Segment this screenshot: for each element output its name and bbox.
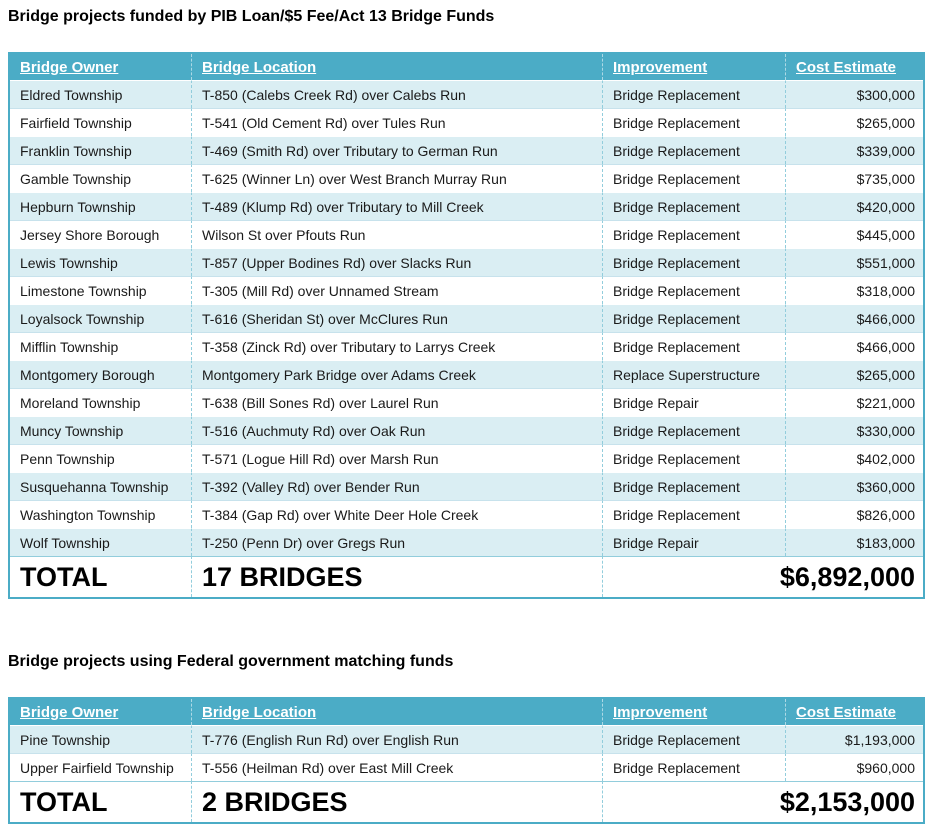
total-row (10, 781, 923, 822)
column-header-improvement: Improvement (602, 699, 785, 725)
cell-improvement: Bridge Replacement (602, 444, 785, 472)
cell-bridge-owner: Washington Township (10, 500, 191, 528)
cell-cost-estimate: $339,000 (785, 136, 923, 164)
cell-cost-estimate: $1,193,000 (785, 725, 923, 753)
cell-cost-estimate: $300,000 (785, 80, 923, 108)
table-row (10, 388, 923, 416)
cell-bridge-owner: Montgomery Borough (10, 360, 191, 388)
cell-cost-estimate: $466,000 (785, 332, 923, 360)
cell-cost-estimate: $360,000 (785, 472, 923, 500)
table-row (10, 108, 923, 136)
table-row (10, 753, 923, 781)
cell-improvement: Bridge Replacement (602, 500, 785, 528)
cell-bridge-owner: Fairfield Township (10, 108, 191, 136)
table-row (10, 444, 923, 472)
column-header-bridge-owner: Bridge Owner (20, 703, 119, 721)
cell-improvement: Bridge Replacement (602, 164, 785, 192)
cell-bridge-location: T-516 (Auchmuty Rd) over Oak Run (191, 416, 602, 444)
column-header-bridge-location: Bridge Location (191, 699, 602, 725)
table-row (10, 164, 923, 192)
cell-cost-estimate: $318,000 (785, 276, 923, 304)
cell-improvement: Bridge Repair (602, 388, 785, 416)
cell-cost-estimate: $402,000 (785, 444, 923, 472)
total-row (10, 556, 923, 597)
total-bridge-count: 2 BRIDGES (191, 781, 602, 822)
table-header-row (10, 699, 923, 725)
total-cost: $2,153,000 (602, 781, 923, 822)
cell-improvement: Bridge Replacement (602, 248, 785, 276)
cell-cost-estimate: $420,000 (785, 192, 923, 220)
cell-bridge-owner: Hepburn Township (10, 192, 191, 220)
cell-bridge-location: Montgomery Park Bridge over Adams Creek (191, 360, 602, 388)
column-header-cost-estimate: Cost Estimate (785, 699, 923, 725)
cell-improvement: Bridge Replacement (602, 725, 785, 753)
cell-improvement: Bridge Replacement (602, 472, 785, 500)
table-row (10, 220, 923, 248)
table-row (10, 725, 923, 753)
cell-improvement: Bridge Replacement (602, 416, 785, 444)
cell-cost-estimate: $265,000 (785, 108, 923, 136)
cell-improvement: Bridge Replacement (602, 220, 785, 248)
cell-improvement: Replace Superstructure (602, 360, 785, 388)
cell-bridge-location: T-616 (Sheridan St) over McClures Run (191, 304, 602, 332)
section-federal-match (0, 653, 932, 824)
cell-bridge-owner: Mifflin Township (10, 332, 191, 360)
total-cost: $6,892,000 (602, 556, 923, 597)
cell-bridge-owner: Limestone Township (10, 276, 191, 304)
cell-bridge-owner: Pine Township (10, 725, 191, 753)
cell-bridge-owner: Gamble Township (10, 164, 191, 192)
pib-funded-table (8, 52, 925, 599)
cell-improvement: Bridge Replacement (602, 753, 785, 781)
section-title-federal: Bridge projects using Federal government matching funds (8, 653, 454, 670)
cell-improvement: Bridge Replacement (602, 332, 785, 360)
cell-bridge-location: T-625 (Winner Ln) over West Branch Murray Run (191, 164, 602, 192)
cell-bridge-location: T-541 (Old Cement Rd) over Tules Run (191, 108, 602, 136)
column-header-cost-estimate: Cost Estimate (785, 54, 923, 80)
table-row (10, 360, 923, 388)
column-header-improvement: Improvement (602, 54, 785, 80)
total-label: TOTAL (10, 781, 191, 822)
cell-bridge-owner: Eldred Township (10, 80, 191, 108)
cell-improvement: Bridge Replacement (602, 108, 785, 136)
cell-cost-estimate: $330,000 (785, 416, 923, 444)
section-title-pib: Bridge projects funded by PIB Loan/$5 Fee/Act 13 Bridge Funds (8, 8, 495, 25)
cell-bridge-location: T-469 (Smith Rd) over Tributary to German Run (191, 136, 602, 164)
table-row (10, 192, 923, 220)
cell-cost-estimate: $551,000 (785, 248, 923, 276)
cell-bridge-owner: Lewis Township (10, 248, 191, 276)
cell-bridge-owner: Jersey Shore Borough (10, 220, 191, 248)
cell-bridge-location: T-358 (Zinck Rd) over Tributary to Larrys Creek (191, 332, 602, 360)
column-header-bridge-location: Bridge Location (191, 54, 602, 80)
cell-bridge-owner: Upper Fairfield Township (10, 753, 191, 781)
total-label: TOTAL (10, 556, 191, 597)
cell-cost-estimate: $221,000 (785, 388, 923, 416)
cell-bridge-location: T-850 (Calebs Creek Rd) over Calebs Run (191, 80, 602, 108)
cell-improvement: Bridge Replacement (602, 304, 785, 332)
table-row (10, 136, 923, 164)
table-row (10, 472, 923, 500)
cell-bridge-owner: Franklin Township (10, 136, 191, 164)
cell-cost-estimate: $183,000 (785, 528, 923, 556)
federal-match-table (8, 697, 925, 824)
cell-bridge-location: T-571 (Logue Hill Rd) over Marsh Run (191, 444, 602, 472)
table-row (10, 500, 923, 528)
cell-bridge-location: T-556 (Heilman Rd) over East Mill Creek (191, 753, 602, 781)
cell-bridge-location: T-857 (Upper Bodines Rd) over Slacks Run (191, 248, 602, 276)
table-row (10, 528, 923, 556)
table-row (10, 276, 923, 304)
cell-bridge-location: T-638 (Bill Sones Rd) over Laurel Run (191, 388, 602, 416)
cell-bridge-location: T-384 (Gap Rd) over White Deer Hole Creek (191, 500, 602, 528)
cell-bridge-location: T-489 (Klump Rd) over Tributary to Mill Creek (191, 192, 602, 220)
cell-cost-estimate: $265,000 (785, 360, 923, 388)
table-row (10, 304, 923, 332)
cell-improvement: Bridge Replacement (602, 136, 785, 164)
cell-bridge-location: T-776 (English Run Rd) over English Run (191, 725, 602, 753)
cell-bridge-owner: Loyalsock Township (10, 304, 191, 332)
table-row (10, 416, 923, 444)
table-header-row (10, 54, 923, 80)
cell-improvement: Bridge Replacement (602, 276, 785, 304)
cell-cost-estimate: $826,000 (785, 500, 923, 528)
total-bridge-count: 17 BRIDGES (191, 556, 602, 597)
cell-bridge-owner: Wolf Township (10, 528, 191, 556)
cell-bridge-location: T-392 (Valley Rd) over Bender Run (191, 472, 602, 500)
table-row (10, 248, 923, 276)
cell-bridge-owner: Susquehanna Township (10, 472, 191, 500)
cell-improvement: Bridge Replacement (602, 80, 785, 108)
cell-bridge-location: T-305 (Mill Rd) over Unnamed Stream (191, 276, 602, 304)
table-row (10, 332, 923, 360)
cell-bridge-location: Wilson St over Pfouts Run (191, 220, 602, 248)
column-header-bridge-owner: Bridge Owner (20, 58, 119, 76)
cell-bridge-owner: Muncy Township (10, 416, 191, 444)
table-row (10, 80, 923, 108)
cell-bridge-location: T-250 (Penn Dr) over Gregs Run (191, 528, 602, 556)
cell-cost-estimate: $960,000 (785, 753, 923, 781)
cell-bridge-owner: Penn Township (10, 444, 191, 472)
cell-cost-estimate: $445,000 (785, 220, 923, 248)
cell-improvement: Bridge Repair (602, 528, 785, 556)
cell-cost-estimate: $735,000 (785, 164, 923, 192)
cell-improvement: Bridge Replacement (602, 192, 785, 220)
cell-cost-estimate: $466,000 (785, 304, 923, 332)
cell-bridge-owner: Moreland Township (10, 388, 191, 416)
